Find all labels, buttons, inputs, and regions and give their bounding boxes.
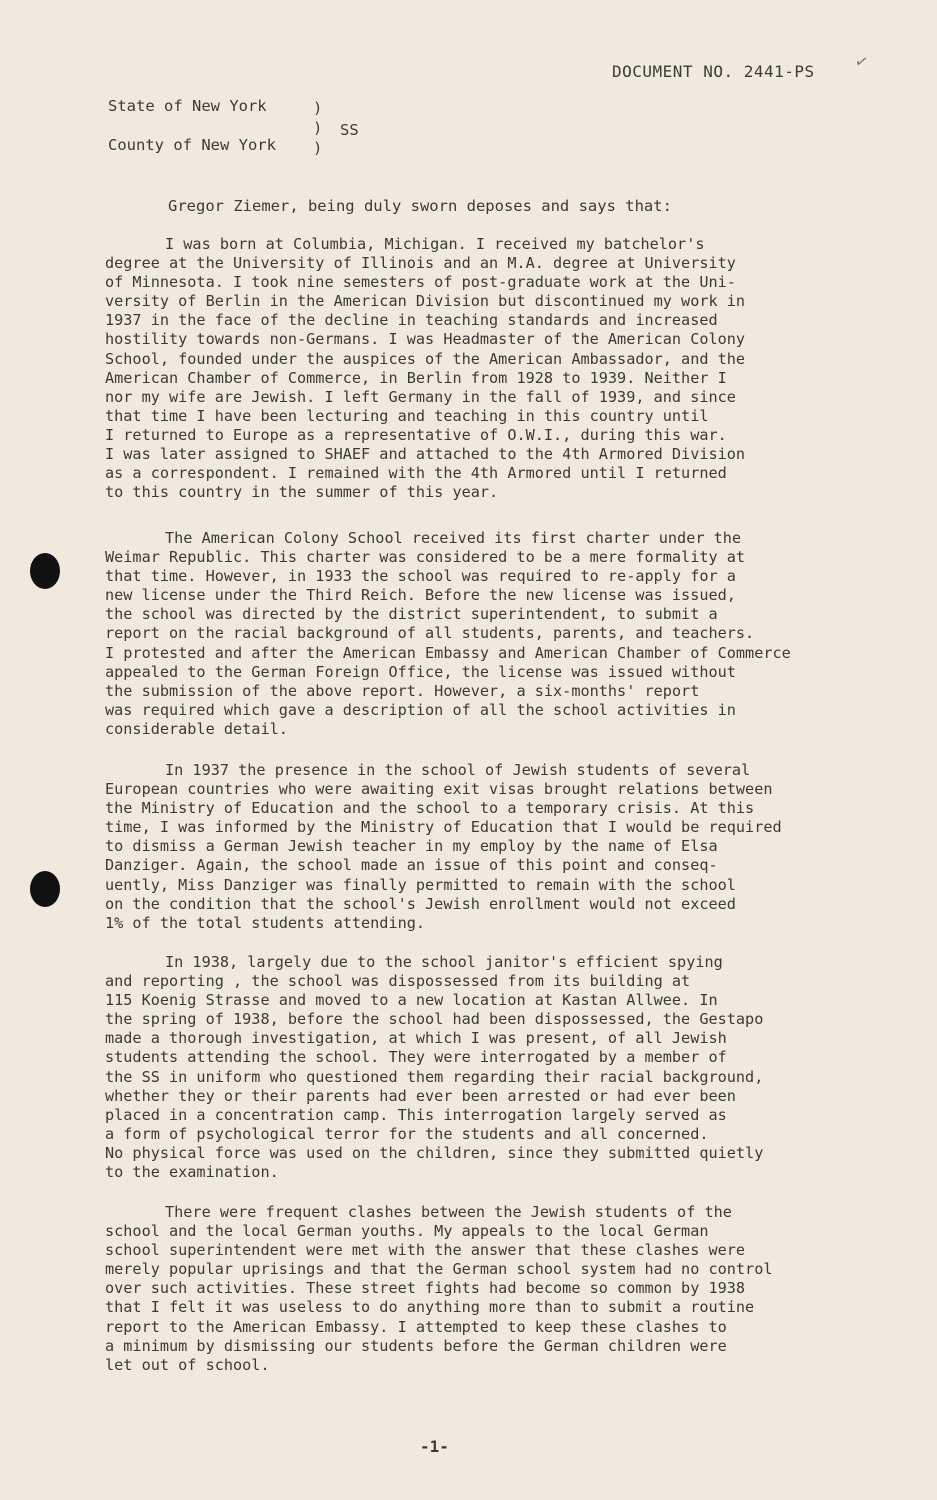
- paragraph-jewish-students-1937: [105, 761, 820, 933]
- text-line: of Minnesota. I took nine semesters of post-graduate work at the Uni-: [105, 273, 736, 292]
- text-line: hostility towards non-Germans. I was Headmaster of the American Colony: [105, 330, 746, 349]
- text-line: appealed to the German Foreign Office, the license was issued without: [105, 662, 736, 681]
- text-line: nor my wife are Jewish. I left Germany in the fall of 1939, and since: [105, 387, 736, 406]
- text-line: 115 Koenig Strasse and moved to a new location at Kastan Allwee. In: [105, 991, 718, 1010]
- text-line: as a correspondent. I remained with the 4th Armored until I returned: [105, 464, 727, 483]
- text-line: the Ministry of Education and the school to a temporary crisis. At this: [105, 799, 755, 818]
- text-line: and reporting , the school was dispossessed from its building at: [105, 972, 691, 991]
- text-line: merely popular uprisings and that the German school system had no control: [105, 1260, 773, 1279]
- text-line: whether they or their parents had ever been arrested or had ever been: [105, 1086, 736, 1105]
- text-line: was required which gave a description of all the school activities in: [105, 700, 736, 719]
- text-line: No physical force was used on the children, since they submitted quietly: [105, 1143, 764, 1162]
- text-line: Danziger. Again, the school made an issue of this point and conseq-: [105, 856, 718, 875]
- text-line: European countries who were awaiting exit visas brought relations between: [105, 780, 773, 799]
- text-line: that I felt it was useless to do anything more than to submit a routine: [105, 1298, 755, 1317]
- text-line: that time. However, in 1933 the school was required to re-apply for a: [105, 567, 736, 586]
- text-line: report on the racial background of all students, parents, and teachers.: [105, 624, 755, 643]
- check-mark-icon: ✓: [853, 50, 871, 73]
- venue-ss: SS: [340, 121, 359, 139]
- page-number: -1-: [420, 1437, 449, 1456]
- venue-block: [108, 96, 359, 157]
- venue-paren-2: ): [313, 119, 323, 137]
- venue-state: State of New York: [108, 97, 267, 115]
- text-line: to this country in the summer of this year.: [105, 483, 499, 502]
- text-line: 1937 in the face of the decline in teaching standards and increased: [105, 311, 718, 330]
- venue-paren-1: ): [313, 99, 323, 117]
- text-line: the SS in uniform who questioned them regarding their racial background,: [105, 1067, 764, 1086]
- text-line: to the examination.: [105, 1163, 279, 1182]
- text-line: School, founded under the auspices of the American Ambassador, and the: [105, 349, 746, 368]
- text-line: report to the American Embassy. I attempted to keep these clashes to: [105, 1317, 727, 1336]
- text-line: new license under the Third Reich. Before the new license was issued,: [105, 586, 736, 605]
- text-line: 1% of the total students attending.: [105, 913, 426, 932]
- text-line: I protested and after the American Embassy and American Chamber of Commerce: [105, 643, 791, 662]
- text-line: degree at the University of Illinois and an M.A. degree at University: [105, 254, 736, 273]
- paragraph-street-clashes: [105, 1203, 820, 1375]
- text-line: made a thorough investigation, at which I was present, of all Jewish: [105, 1029, 727, 1048]
- paragraph-dispossession-1938: [105, 953, 820, 1182]
- text-line: placed in a concentration camp. This interrogation largely served as: [105, 1105, 727, 1124]
- text-line: The American Colony School received its first charter under the: [165, 529, 742, 547]
- paragraph-school-charter: [105, 529, 820, 739]
- text-line: the school was directed by the district superintendent, to submit a: [105, 605, 718, 624]
- text-line: a minimum by dismissing our students before the German children were: [105, 1336, 727, 1355]
- text-line: I was born at Columbia, Michigan. I received my batchelor's: [165, 235, 705, 253]
- text-line: There were frequent clashes between the Jewish students of the: [165, 1203, 732, 1221]
- text-line: I returned to Europe as a representative of O.W.I., during this war.: [105, 425, 727, 444]
- venue-paren-3: ): [313, 139, 323, 157]
- text-line: to dismiss a German Jewish teacher in my employ by the name of Elsa: [105, 837, 718, 856]
- text-line: I was later assigned to SHAEF and attached to the 4th Armored Division: [105, 445, 746, 464]
- text-line: on the condition that the school's Jewish enrollment would not exceed: [105, 894, 736, 913]
- text-line: the submission of the above report. However, a six-months' report: [105, 681, 700, 700]
- text-line: school superintendent were met with the answer that these clashes were: [105, 1241, 746, 1260]
- intro-line: Gregor Ziemer, being duly sworn deposes and says that:: [168, 197, 672, 215]
- paragraph-birth-education: [105, 235, 820, 502]
- punch-hole: [30, 553, 60, 589]
- punch-hole: [30, 871, 60, 907]
- text-line: over such activities. These street fights had become so common by 1938: [105, 1279, 746, 1298]
- text-line: versity of Berlin in the American Division but discontinued my work in: [105, 292, 746, 311]
- text-line: In 1937 the presence in the school of Jewish students of several: [165, 761, 751, 779]
- text-line: considerable detail.: [105, 719, 288, 738]
- text-line: the spring of 1938, before the school had been dispossessed, the Gestapo: [105, 1010, 764, 1029]
- text-line: uently, Miss Danziger was finally permitted to remain with the school: [105, 875, 736, 894]
- text-line: students attending the school. They were interrogated by a member of: [105, 1048, 727, 1067]
- text-line: Weimar Republic. This charter was considered to be a mere formality at: [105, 548, 746, 567]
- text-line: a form of psychological terror for the students and all concerned.: [105, 1124, 709, 1143]
- text-line: time, I was informed by the Ministry of Education that I would be required: [105, 818, 782, 837]
- text-line: school and the local German youths. My appeals to the local German: [105, 1222, 709, 1241]
- text-line: that time I have been lecturing and teaching in this country until: [105, 406, 709, 425]
- text-line: let out of school.: [105, 1355, 270, 1374]
- text-line: In 1938, largely due to the school janitor's efficient spying: [165, 953, 723, 971]
- venue-county: County of New York: [108, 136, 276, 154]
- text-line: American Chamber of Commerce, in Berlin from 1928 to 1939. Neither I: [105, 368, 727, 387]
- document-number: DOCUMENT NO. 2441-PS: [612, 62, 815, 81]
